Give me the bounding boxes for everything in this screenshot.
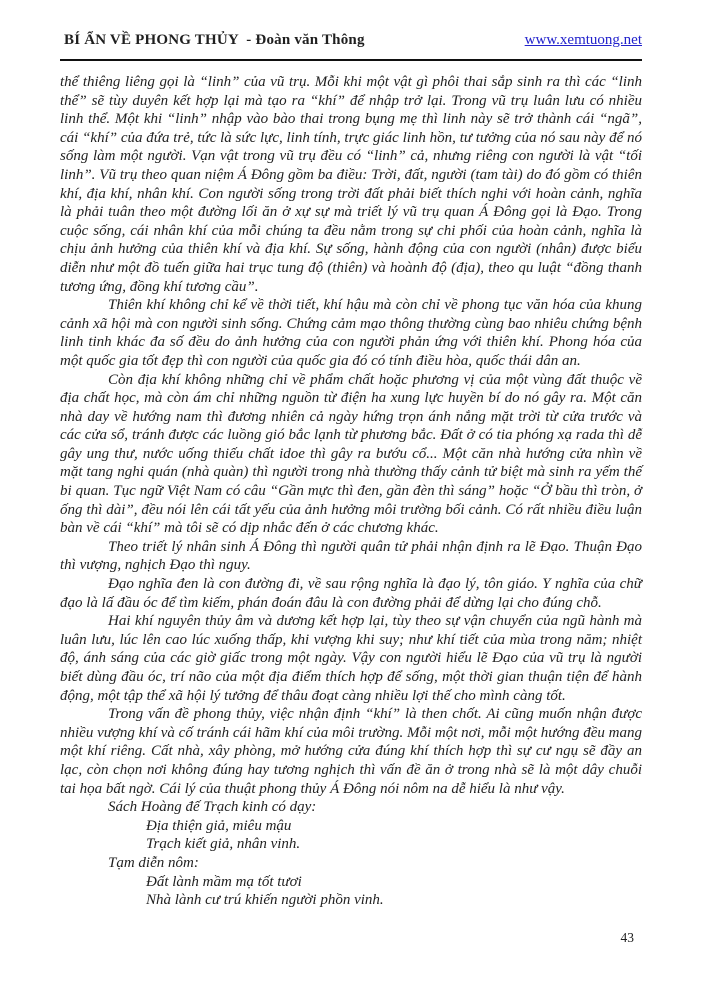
quote-line: Sách Hoàng đế Trạch kinh có dạy: bbox=[108, 799, 317, 816]
quote-line: Địa thiện giả, miêu mậu bbox=[146, 817, 292, 834]
body-text bbox=[60, 73, 642, 910]
paragraph: Trong vấn đề phong thủy, việc nhận định “khí” là then chốt. Ai cũng muốn nhận được nhiều vượng khí và cố tránh cái hãm khí của môi trường. Mỗi một nơi, mỗi một hướng đều mang một khí riêng. Cất nhà, xây phòng, mở hướng cửa đúng khí thích hợp thì sự cư ngụ sẽ đầy an lạc, còn chọn nơi không đúng hay tương nghịch thì vấn đề ăn ở trong nhà sẽ là một dây chuỗi tai họa bất ngờ. Cái lý của thuật phong thủy Á Đông nói nôm na dễ hiểu là như vậy. bbox=[60, 706, 642, 797]
paragraph: Hai khí nguyên thủy âm và dương kết hợp lại, tùy theo sự vận chuyển của ngũ hành mà luân lưu, lúc lên cao lúc xuống thấp, khi vượng khi suy; như khí tiết của mùa trong năm; nhiệt độ, ánh sáng của các giờ giấc trong một ngày. Vậy con người hiểu lẽ Đạo của vũ trụ là người biết dùng đầu óc, trí não của một địa điểm thích hợp để sống, một thời gian thuận tiện để hành động, một tập thể xã hội lý tưởng để thâu đoạt càng nhiều lợi thế cho mình càng tốt. bbox=[60, 613, 642, 704]
paragraph: Thiên khí không chỉ kể về thời tiết, khí hậu mà còn chỉ về phong tục văn hóa của khung cảnh xã hội mà con người sinh sống. Chứng cảm mạo thông thường cùng bao nhiêu chứng bệnh linh tinh khác đa số đều do ảnh hưởng của con người phản ứng với thiên khí. Phong hóa của một quốc gia tốt đẹp thì con người của quốc gia đó có tính điều hòa, quốc thái dân an. bbox=[60, 297, 642, 369]
website-link[interactable]: www.xemtuong.net bbox=[524, 32, 642, 48]
quote-line: Tạm diễn nôm: bbox=[108, 854, 199, 871]
header-rule bbox=[60, 59, 642, 61]
page-header bbox=[60, 32, 642, 49]
paragraph: Theo triết lý nhân sinh Á Đông thì người quân tử phải nhận định ra lẽ Đạo. Thuận Đạo thì vượng, nghịch Đạo thì nguy. bbox=[60, 538, 642, 574]
paragraph: Đạo nghĩa đen là con đường đi, về sau rộng nghĩa là đạo lý, tôn giáo. Y nghĩa của chữ đạo là lấ đầu óc để tìm kiếm, phán đoán đâu là con đường phải để dừng lại cho đúng chỗ. bbox=[60, 576, 642, 611]
page-number: 43 bbox=[620, 930, 634, 945]
book-title: BÍ ẨN VỀ PHONG THỦY - Đoàn văn Thông bbox=[64, 32, 365, 48]
paragraph: thể thiêng liêng gọi là “linh” của vũ trụ. Mỗi khi một vật gì phôi thai sắp sinh ra thì các “linh thể” sẽ tùy duyên kết hợp lại mà tạo ra “khí” để nhập trở lại. Trong vũ trụ luân lưu có nhiều linh thể. Một khi “linh” nhập vào bào thai trong bụng mẹ thì linh này sẽ trở thành cái “ngã”, cái “khí” của đứa trẻ, tức là sức lực, linh tính, trực giác linh hồn, tư tưởng của nó sau này để nó sống làm một người. Vạn vật trong vũ trụ đều có “linh” cả, nhưng riêng con người là vật “tối linh”. Vũ trụ theo quan niệm Á Đông gồm ba điều: Trời, đất, người (tam tài) do đó gồm có thiên khí, địa khí, nhân khí. Con người sống trong trời đất phải biết thích nghi với hoàn cảnh, nghĩa là phải tuân theo một đường lối ăn ở xự sự mà triết lý vũ trụ quan Á Đông gọi là Đạo. Trong cuộc sống, cái nhân khí của mỗi chúng ta đều nằm trong sự chi phối của hoàn cảnh, nghĩa là chịu ảnh hưởng của thiên khí và địa khí. Sự sống, hành động của con người (nhân) được biểu diễn như một đồ tuến giữa hai trục tung độ (thiên) và hoành độ (địa), theo qu luật “đồng thanh tương ứng, đồng khí tương cầu”. bbox=[60, 74, 642, 295]
quote-line: Đất lành mầm mạ tốt tươi bbox=[146, 873, 302, 890]
quote-line: Trạch kiết giả, nhân vinh. bbox=[146, 836, 301, 853]
paragraph: Còn địa khí không những chỉ về phẩm chất hoặc phương vị của một vùng đất thuộc về địa chất học, mà còn ám chỉ những nguồn từ điện ha xung lực huyền bí do nó gây ra. Một căn nhà day về hướng nam thì đương nhiên cả ngày hứng trọn ánh nắng mặt trời từ cửa trước và các cửa sổ, tránh được các luồng gió bắc lạnh từ phương bắc. Đất ở có tia phóng xạ rada thì dễ gây ung thư, nước uống thiếu chất idoe thì gây ra bướu cổ... Một căn nhà hướng cửa nhìn về mặt tang nghi quán (nhà quàn) thì người trong nhà thường thấy cảnh tử biệt mà sinh ra yếm thế bi quan. Tục ngữ Việt Nam có câu “Gần mực thì đen, gần đèn thì sáng” hoặc “Ở bầu thì tròn, ở ống thì dài”, đều nói lên cái tất yếu của ảnh hưởng môi trường bối cảnh. Có rất nhiều điều luận bàn về cái “khí” mà tôi sẽ có dịp nhắc đến ở các chương khác. bbox=[60, 371, 642, 537]
quote-line: Nhà lành cư trú khiến người phồn vinh. bbox=[146, 892, 384, 909]
